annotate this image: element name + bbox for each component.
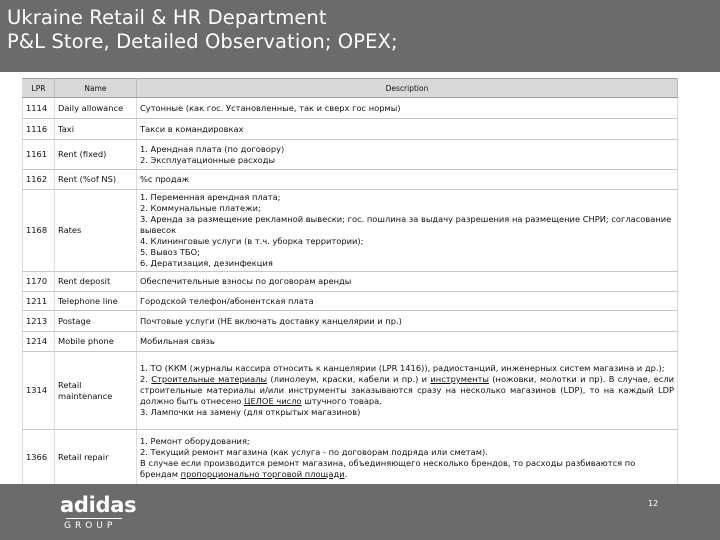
- text-fragment: В случае если производится ремонт магазина, объединяющего несколько брендов, то расходы разбиваются по брендам: [140, 457, 636, 479]
- description-paragraph: [140, 458, 674, 480]
- table-row: [23, 140, 678, 170]
- description-line: 4. Клининговые услуги (в т.ч. уборка территории);: [140, 236, 364, 246]
- description-cell: [137, 140, 678, 170]
- observation-table: [22, 78, 678, 486]
- adidas-logo-group: GROUP: [64, 521, 117, 531]
- description-line: Городской телефон/абонентская плата: [140, 295, 314, 306]
- description-paragraph: 2. Текущий ремонт магазина (как услуга - по договорам подряда или сметам).: [140, 446, 488, 457]
- lpr-cell: 1170: [23, 272, 55, 292]
- description-cell: [137, 430, 678, 486]
- description-cell: [137, 170, 678, 190]
- name-cell: Rent (fixed): [55, 140, 137, 170]
- table-header-row: [23, 79, 678, 98]
- lpr-cell: 1116: [23, 119, 55, 140]
- page-number: 12: [648, 499, 659, 508]
- table-row: [23, 190, 678, 272]
- description-line: Мобильная связь: [140, 336, 215, 346]
- header-bar: [0, 0, 720, 72]
- description-line: Обеспечительные взносы по договорам аренды: [140, 276, 352, 286]
- description-line: 2. Эксплуатационные расходы: [140, 154, 276, 165]
- text-fragment: .: [344, 468, 348, 479]
- table-row: [23, 311, 678, 332]
- table-row: [23, 332, 678, 352]
- name-cell: Rates: [55, 190, 137, 272]
- description-line: 2. Коммунальные платежи;: [140, 203, 261, 213]
- lpr-cell: 1211: [23, 292, 55, 311]
- description-cell: [137, 98, 678, 119]
- text-fragment: штучного товара.: [301, 396, 382, 406]
- description-paragraph: [140, 374, 674, 407]
- table-row: [23, 292, 678, 311]
- name-cell: Mobile phone: [55, 332, 137, 352]
- description-cell: [137, 311, 678, 332]
- lpr-cell: 1162: [23, 170, 55, 190]
- description-line: 6. Дератизация, дезинфекция: [140, 258, 273, 268]
- description-line: 3. Аренда за размещение рекламной вывески; гос. пошлина за выдачу разрешения на размещение СНРИ; согласование вывесок: [140, 214, 672, 235]
- lpr-cell: 1213: [23, 311, 55, 332]
- text-fragment: 2.: [140, 374, 152, 384]
- column-header-name: Name: [55, 79, 137, 98]
- underlined-term: инструменты: [430, 374, 489, 384]
- lpr-cell: 1214: [23, 332, 55, 352]
- page-title: [7, 6, 398, 54]
- name-cell: Postage: [55, 311, 137, 332]
- description-paragraph: 1. Ремонт оборудования;: [140, 435, 250, 446]
- description-paragraph: 1. ТО (ККМ (журналы кассира относить к канцелярии (LPR 1416)), радиостанций, инженерных систем магазина и др.);: [140, 363, 665, 373]
- name-cell: Telephone line: [55, 292, 137, 311]
- description-cell: [137, 292, 678, 311]
- name-cell: Taxi: [55, 119, 137, 140]
- table-row: [23, 352, 678, 430]
- description-line: 1. Переменная арендная плата;: [140, 192, 281, 202]
- description-line: Такси в командировках: [140, 123, 244, 134]
- title-line-2: P&L Store, Detailed Observation; OPEX;: [7, 30, 398, 53]
- name-cell: Daily allowance: [55, 98, 137, 119]
- lpr-cell: 1168: [23, 190, 55, 272]
- logo-divider: [66, 518, 122, 519]
- name-cell: Rent (%of NS): [55, 170, 137, 190]
- lpr-cell: 1114: [23, 98, 55, 119]
- text-fragment: (линолеум, краски, кабели и пр.) и: [267, 374, 431, 384]
- underlined-term: ЦЕЛОЕ число: [244, 396, 302, 406]
- description-cell: [137, 119, 678, 140]
- name-cell: Retail repair: [55, 430, 137, 486]
- table-row: [23, 98, 678, 119]
- text-fragment: (ножовки, молотки и пр). В случае, если строительные материалы и/или инструменты заказываются сразу на несколько магазинов (LDP), то на каждый LDP должно быть отнесено: [140, 374, 675, 406]
- lpr-cell: 1314: [23, 352, 55, 430]
- description-line: %с продаж: [140, 174, 190, 184]
- underlined-term: пропорционально торговой площади: [180, 468, 345, 479]
- table-row: [23, 119, 678, 140]
- lpr-cell: 1161: [23, 140, 55, 170]
- name-cell: Rent deposit: [55, 272, 137, 292]
- description-cell: [137, 332, 678, 352]
- underlined-term: Строительные материалы: [151, 374, 268, 384]
- description-line: 1. Арендная плата (по договору): [140, 143, 285, 154]
- description-cell: [137, 190, 678, 272]
- title-line-1: Ukraine Retail & HR Department: [7, 6, 327, 29]
- description-paragraph: 3. Лампочки на замену (для открытых магазинов): [140, 407, 361, 417]
- column-header-description: Description: [137, 79, 678, 98]
- description-line: Сутонные (как гос. Установленные, так и сверх гос нормы): [140, 102, 401, 113]
- adidas-logo-wordmark: adidas: [60, 493, 137, 517]
- table-row: [23, 170, 678, 190]
- lpr-cell: 1366: [23, 430, 55, 486]
- name-cell: Retail maintenance: [55, 352, 137, 430]
- table-row: [23, 430, 678, 486]
- description-line: 5. Вывоз ТБО;: [140, 247, 200, 257]
- description-line: Почтовые услуги (НЕ включать доставку канцелярии и пр.): [140, 315, 402, 326]
- description-cell: [137, 272, 678, 292]
- column-header-lpr: LPR: [23, 79, 55, 98]
- description-cell: [137, 352, 678, 430]
- table-row: [23, 272, 678, 292]
